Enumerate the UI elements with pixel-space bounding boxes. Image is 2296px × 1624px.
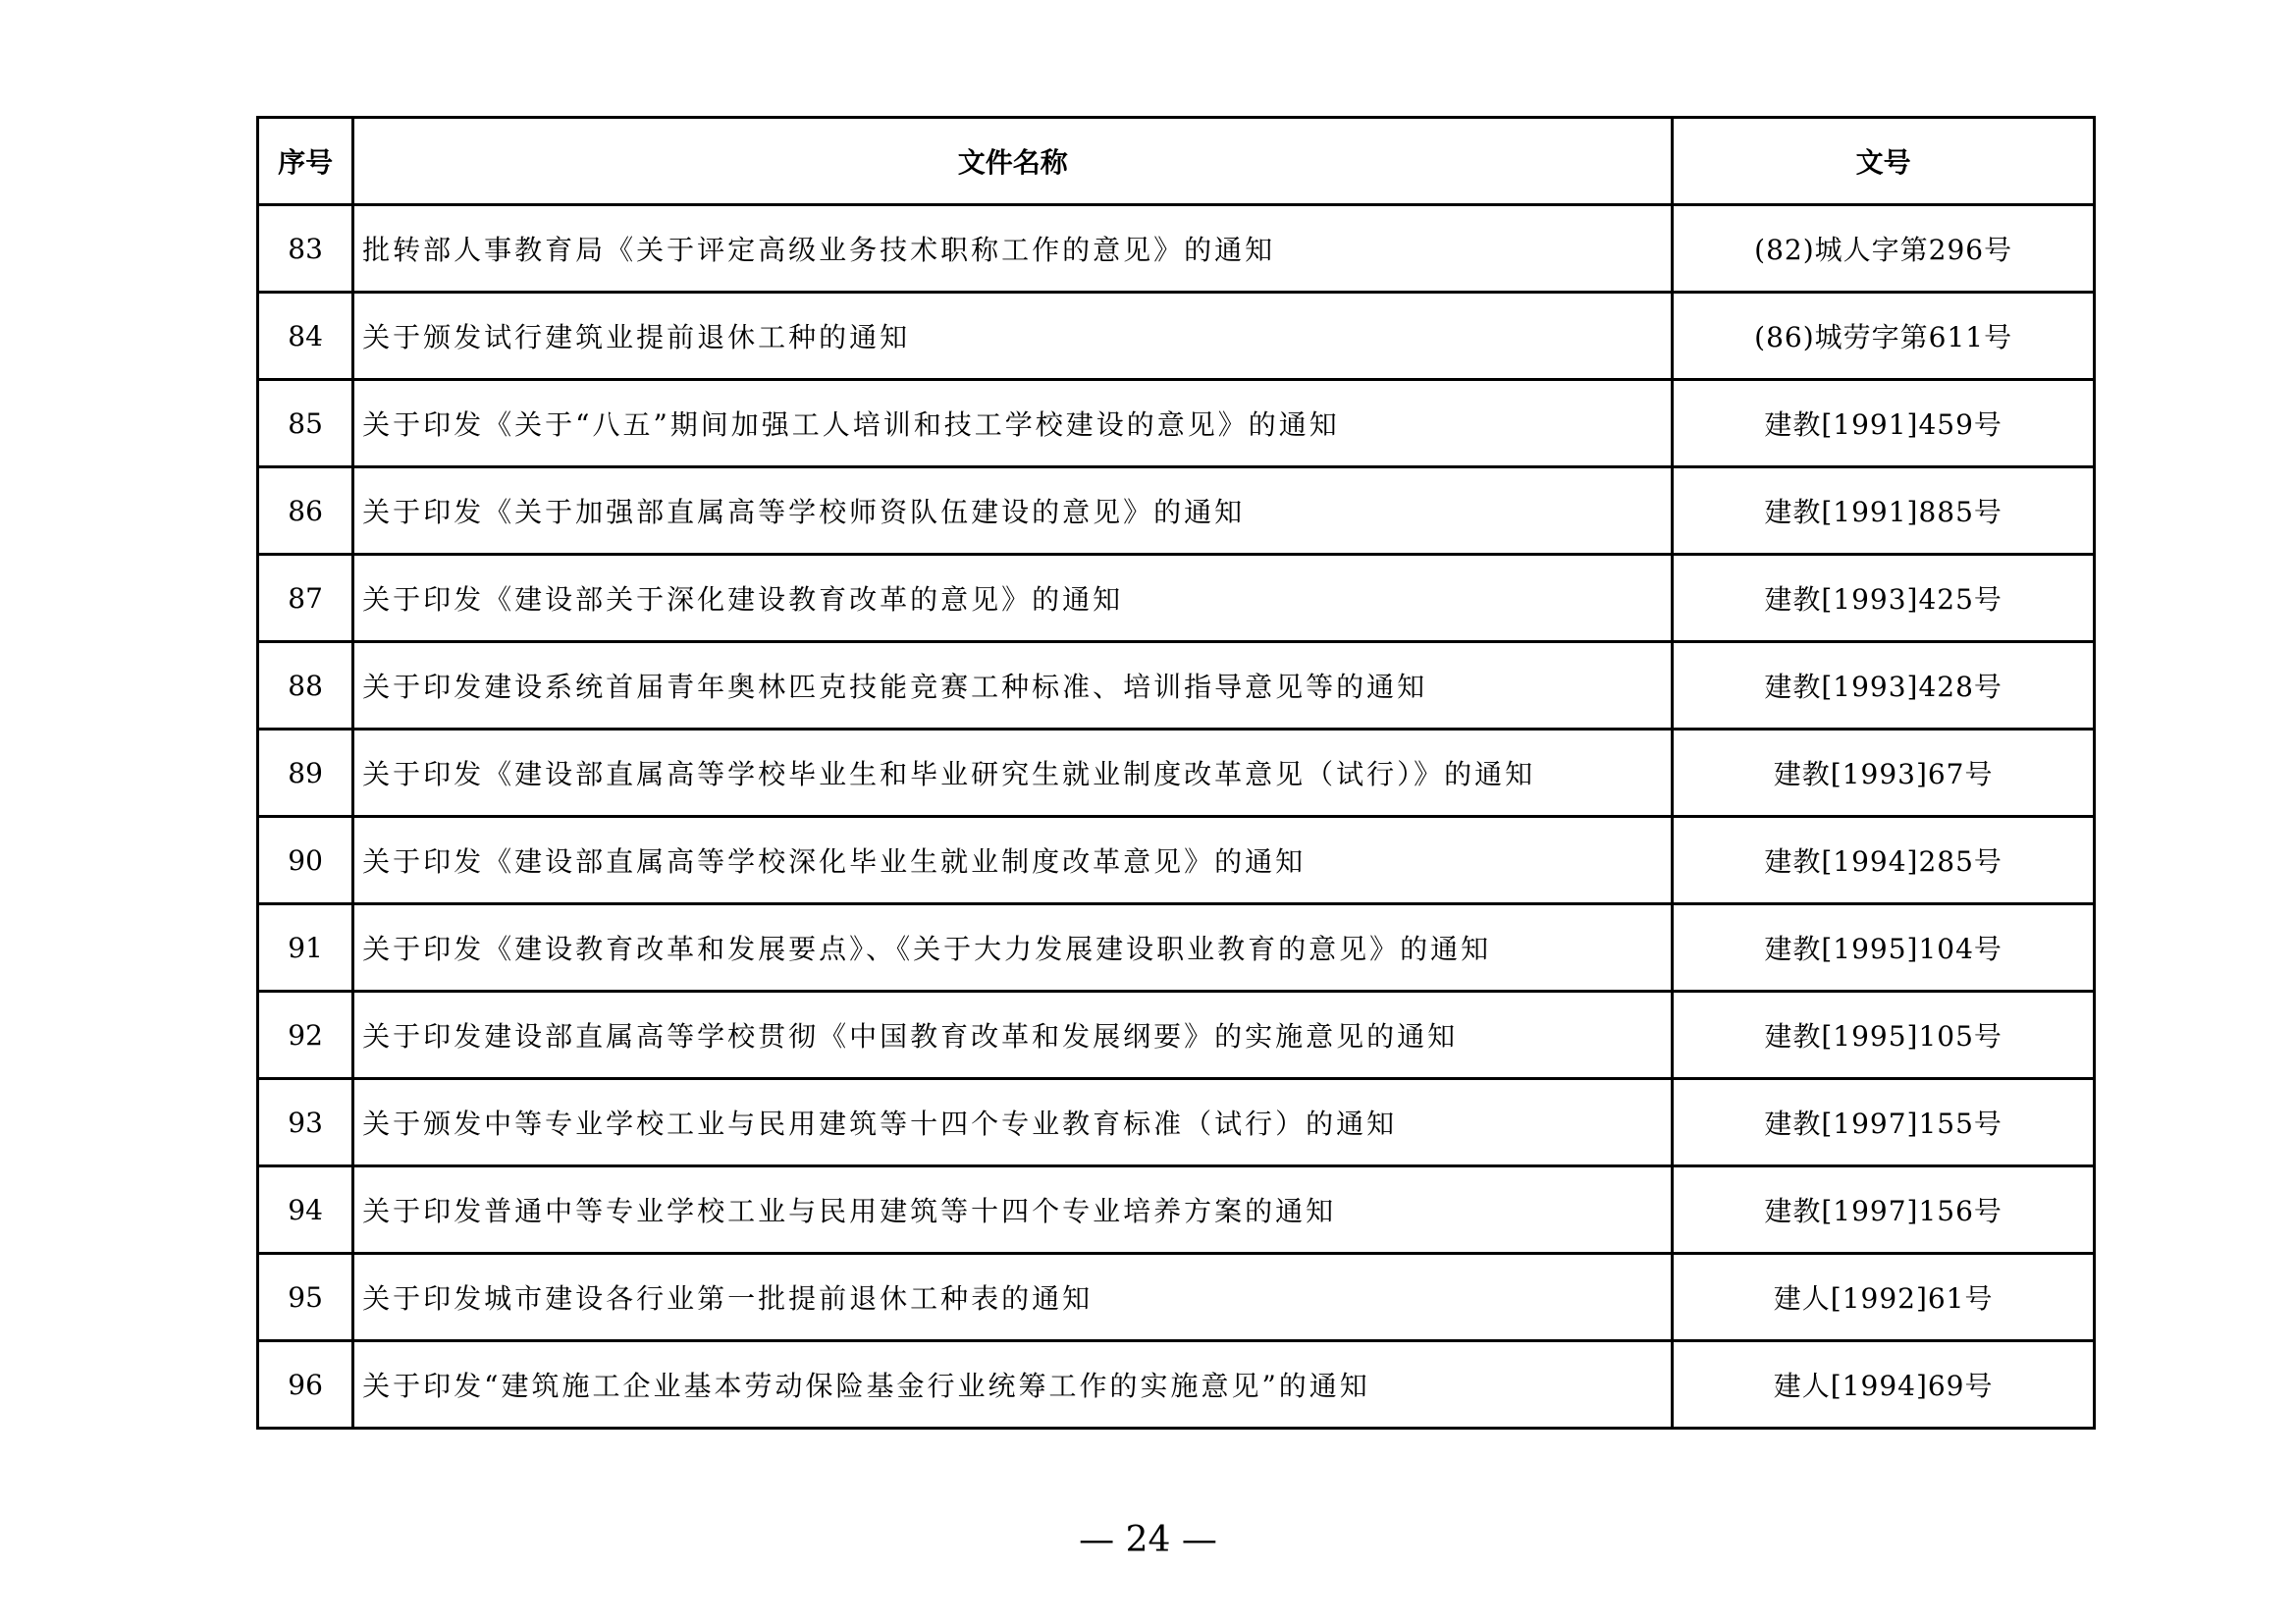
row-seq: 83 (258, 205, 353, 293)
row-document-name: 关于印发普通中等专业学校工业与民用建筑等十四个专业培养方案的通知 (353, 1166, 1673, 1254)
row-document-ref: 建教[1991]885号 (1673, 467, 2095, 555)
row-document-ref: 建人[1992]61号 (1673, 1254, 2095, 1341)
table-row (258, 1341, 2095, 1429)
page-number: — 24 — (1079, 1520, 1217, 1560)
row-document-name: 关于颁发试行建筑业提前退休工种的通知 (353, 293, 1673, 380)
table-row (258, 1166, 2095, 1254)
document-list-table (256, 116, 2096, 1430)
table-row (258, 380, 2095, 467)
table-row (258, 642, 2095, 730)
table-row (258, 467, 2095, 555)
row-document-name: 关于印发“建筑施工企业基本劳动保险基金行业统筹工作的实施意见”的通知 (353, 1341, 1673, 1429)
row-seq: 93 (258, 1079, 353, 1166)
row-seq: 86 (258, 467, 353, 555)
row-document-ref: 建教[1993]428号 (1673, 642, 2095, 730)
table-row (258, 205, 2095, 293)
row-document-name: 关于印发城市建设各行业第一批提前退休工种表的通知 (353, 1254, 1673, 1341)
row-document-name: 关于印发《建设部直属高等学校毕业生和毕业研究生就业制度改革意见（试行）》的通知 (353, 730, 1673, 817)
row-document-name: 关于印发《关于加强部直属高等学校师资队伍建设的意见》的通知 (353, 467, 1673, 555)
header-ref: 文号 (1673, 118, 2095, 205)
row-seq: 87 (258, 555, 353, 642)
table-row (258, 293, 2095, 380)
table-row (258, 730, 2095, 817)
row-document-ref: 建教[1991]459号 (1673, 380, 2095, 467)
row-document-ref: 建教[1997]156号 (1673, 1166, 2095, 1254)
row-document-ref: (82)城人字第296号 (1673, 205, 2095, 293)
row-document-ref: 建教[1995]104号 (1673, 904, 2095, 992)
row-document-name: 关于印发《建设部直属高等学校深化毕业生就业制度改革意见》的通知 (353, 817, 1673, 904)
row-document-name: 关于颁发中等专业学校工业与民用建筑等十四个专业教育标准（试行）的通知 (353, 1079, 1673, 1166)
row-document-ref: 建教[1997]155号 (1673, 1079, 2095, 1166)
row-seq: 94 (258, 1166, 353, 1254)
header-seq: 序号 (258, 118, 353, 205)
table-row (258, 904, 2095, 992)
row-seq: 85 (258, 380, 353, 467)
row-document-name: 关于印发建设系统首届青年奥林匹克技能竞赛工种标准、培训指导意见等的通知 (353, 642, 1673, 730)
table-row (258, 1079, 2095, 1166)
table-row (258, 555, 2095, 642)
row-seq: 92 (258, 992, 353, 1079)
row-document-name: 关于印发《建设部关于深化建设教育改革的意见》的通知 (353, 555, 1673, 642)
row-seq: 90 (258, 817, 353, 904)
table-header-row (258, 118, 2095, 205)
header-name: 文件名称 (353, 118, 1673, 205)
row-seq: 88 (258, 642, 353, 730)
table-row (258, 992, 2095, 1079)
row-seq: 95 (258, 1254, 353, 1341)
row-document-name: 关于印发建设部直属高等学校贯彻《中国教育改革和发展纲要》的实施意见的通知 (353, 992, 1673, 1079)
row-document-name: 关于印发《关于“八五”期间加强工人培训和技工学校建设的意见》的通知 (353, 380, 1673, 467)
row-document-ref: 建人[1994]69号 (1673, 1341, 2095, 1429)
row-document-name: 批转部人事教育局《关于评定高级业务技术职称工作的意见》的通知 (353, 205, 1673, 293)
row-seq: 96 (258, 1341, 353, 1429)
row-document-ref: 建教[1995]105号 (1673, 992, 2095, 1079)
row-seq: 91 (258, 904, 353, 992)
row-document-ref: 建教[1994]285号 (1673, 817, 2095, 904)
row-seq: 84 (258, 293, 353, 380)
row-document-ref: 建教[1993]425号 (1673, 555, 2095, 642)
row-document-name: 关于印发《建设教育改革和发展要点》、《关于大力发展建设职业教育的意见》的通知 (353, 904, 1673, 992)
table-row (258, 1254, 2095, 1341)
table-row (258, 817, 2095, 904)
row-seq: 89 (258, 730, 353, 817)
row-document-ref: 建教[1993]67号 (1673, 730, 2095, 817)
row-document-ref: (86)城劳字第611号 (1673, 293, 2095, 380)
